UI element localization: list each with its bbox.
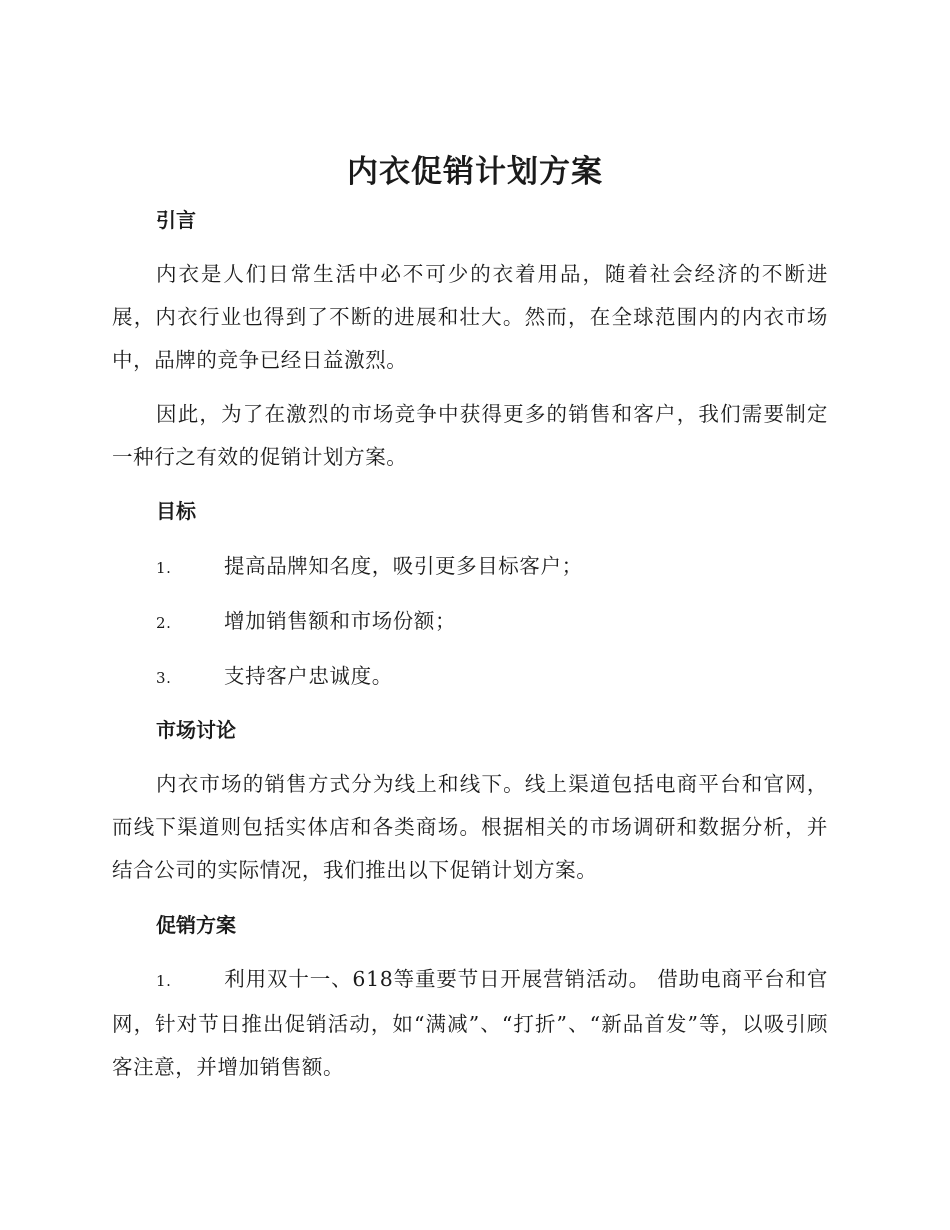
promotion-item (112, 958, 828, 1089)
goal-item-text: 增加销售额和市场份额； (224, 609, 457, 633)
intro-paragraph-1: 内衣是人们日常生活中必不可少的衣着用品，随着社会经济的不断进展，内衣行业也得到了不断的进展和壮大。然而，在全球范围内的内衣市场中，品牌的竞争已经日益激烈。 (112, 262, 828, 372)
intro-paragraph-2: 因此，为了在激烈的市场竞争中获得更多的销售和客户，我们需要制定一种行之有效的促销计划方案。 (112, 402, 828, 469)
market-paragraph: 内衣市场的销售方式分为线上和线下。线上渠道包括电商平台和官网，而线下渠道则包括实体店和各类商场。根据相关的市场调研和数据分析，并结合公司的实际情况，我们推出以下促销计划方案。 (112, 772, 828, 882)
goal-item-number: 2. (156, 614, 172, 632)
goal-item-number: 3. (156, 669, 172, 687)
goal-item (156, 606, 828, 638)
document-title: 内衣促销计划方案 (347, 154, 603, 190)
goal-item-text: 支持客户忠诚度。 (224, 664, 393, 688)
section-heading-market: 市场讨论 (156, 718, 236, 742)
goal-item (156, 551, 828, 583)
goal-item (156, 661, 828, 693)
section-heading-intro: 引言 (156, 208, 196, 232)
goal-item-text: 提高品牌知名度，吸引更多目标客户； (224, 554, 583, 578)
section-heading-promotion: 促销方案 (156, 913, 236, 937)
promotion-item-text: 利用双十一、618等重要节日开展营销活动。 借助电商平台和官网，针对节日推出促销活动，如“满减”、“打折”、“新品首发”等，以吸引顾客注意，并增加销售额。 (112, 967, 828, 1079)
section-heading-goals: 目标 (156, 499, 196, 523)
goal-item-number: 1. (156, 559, 172, 577)
promotion-item-number: 1. (156, 972, 172, 990)
